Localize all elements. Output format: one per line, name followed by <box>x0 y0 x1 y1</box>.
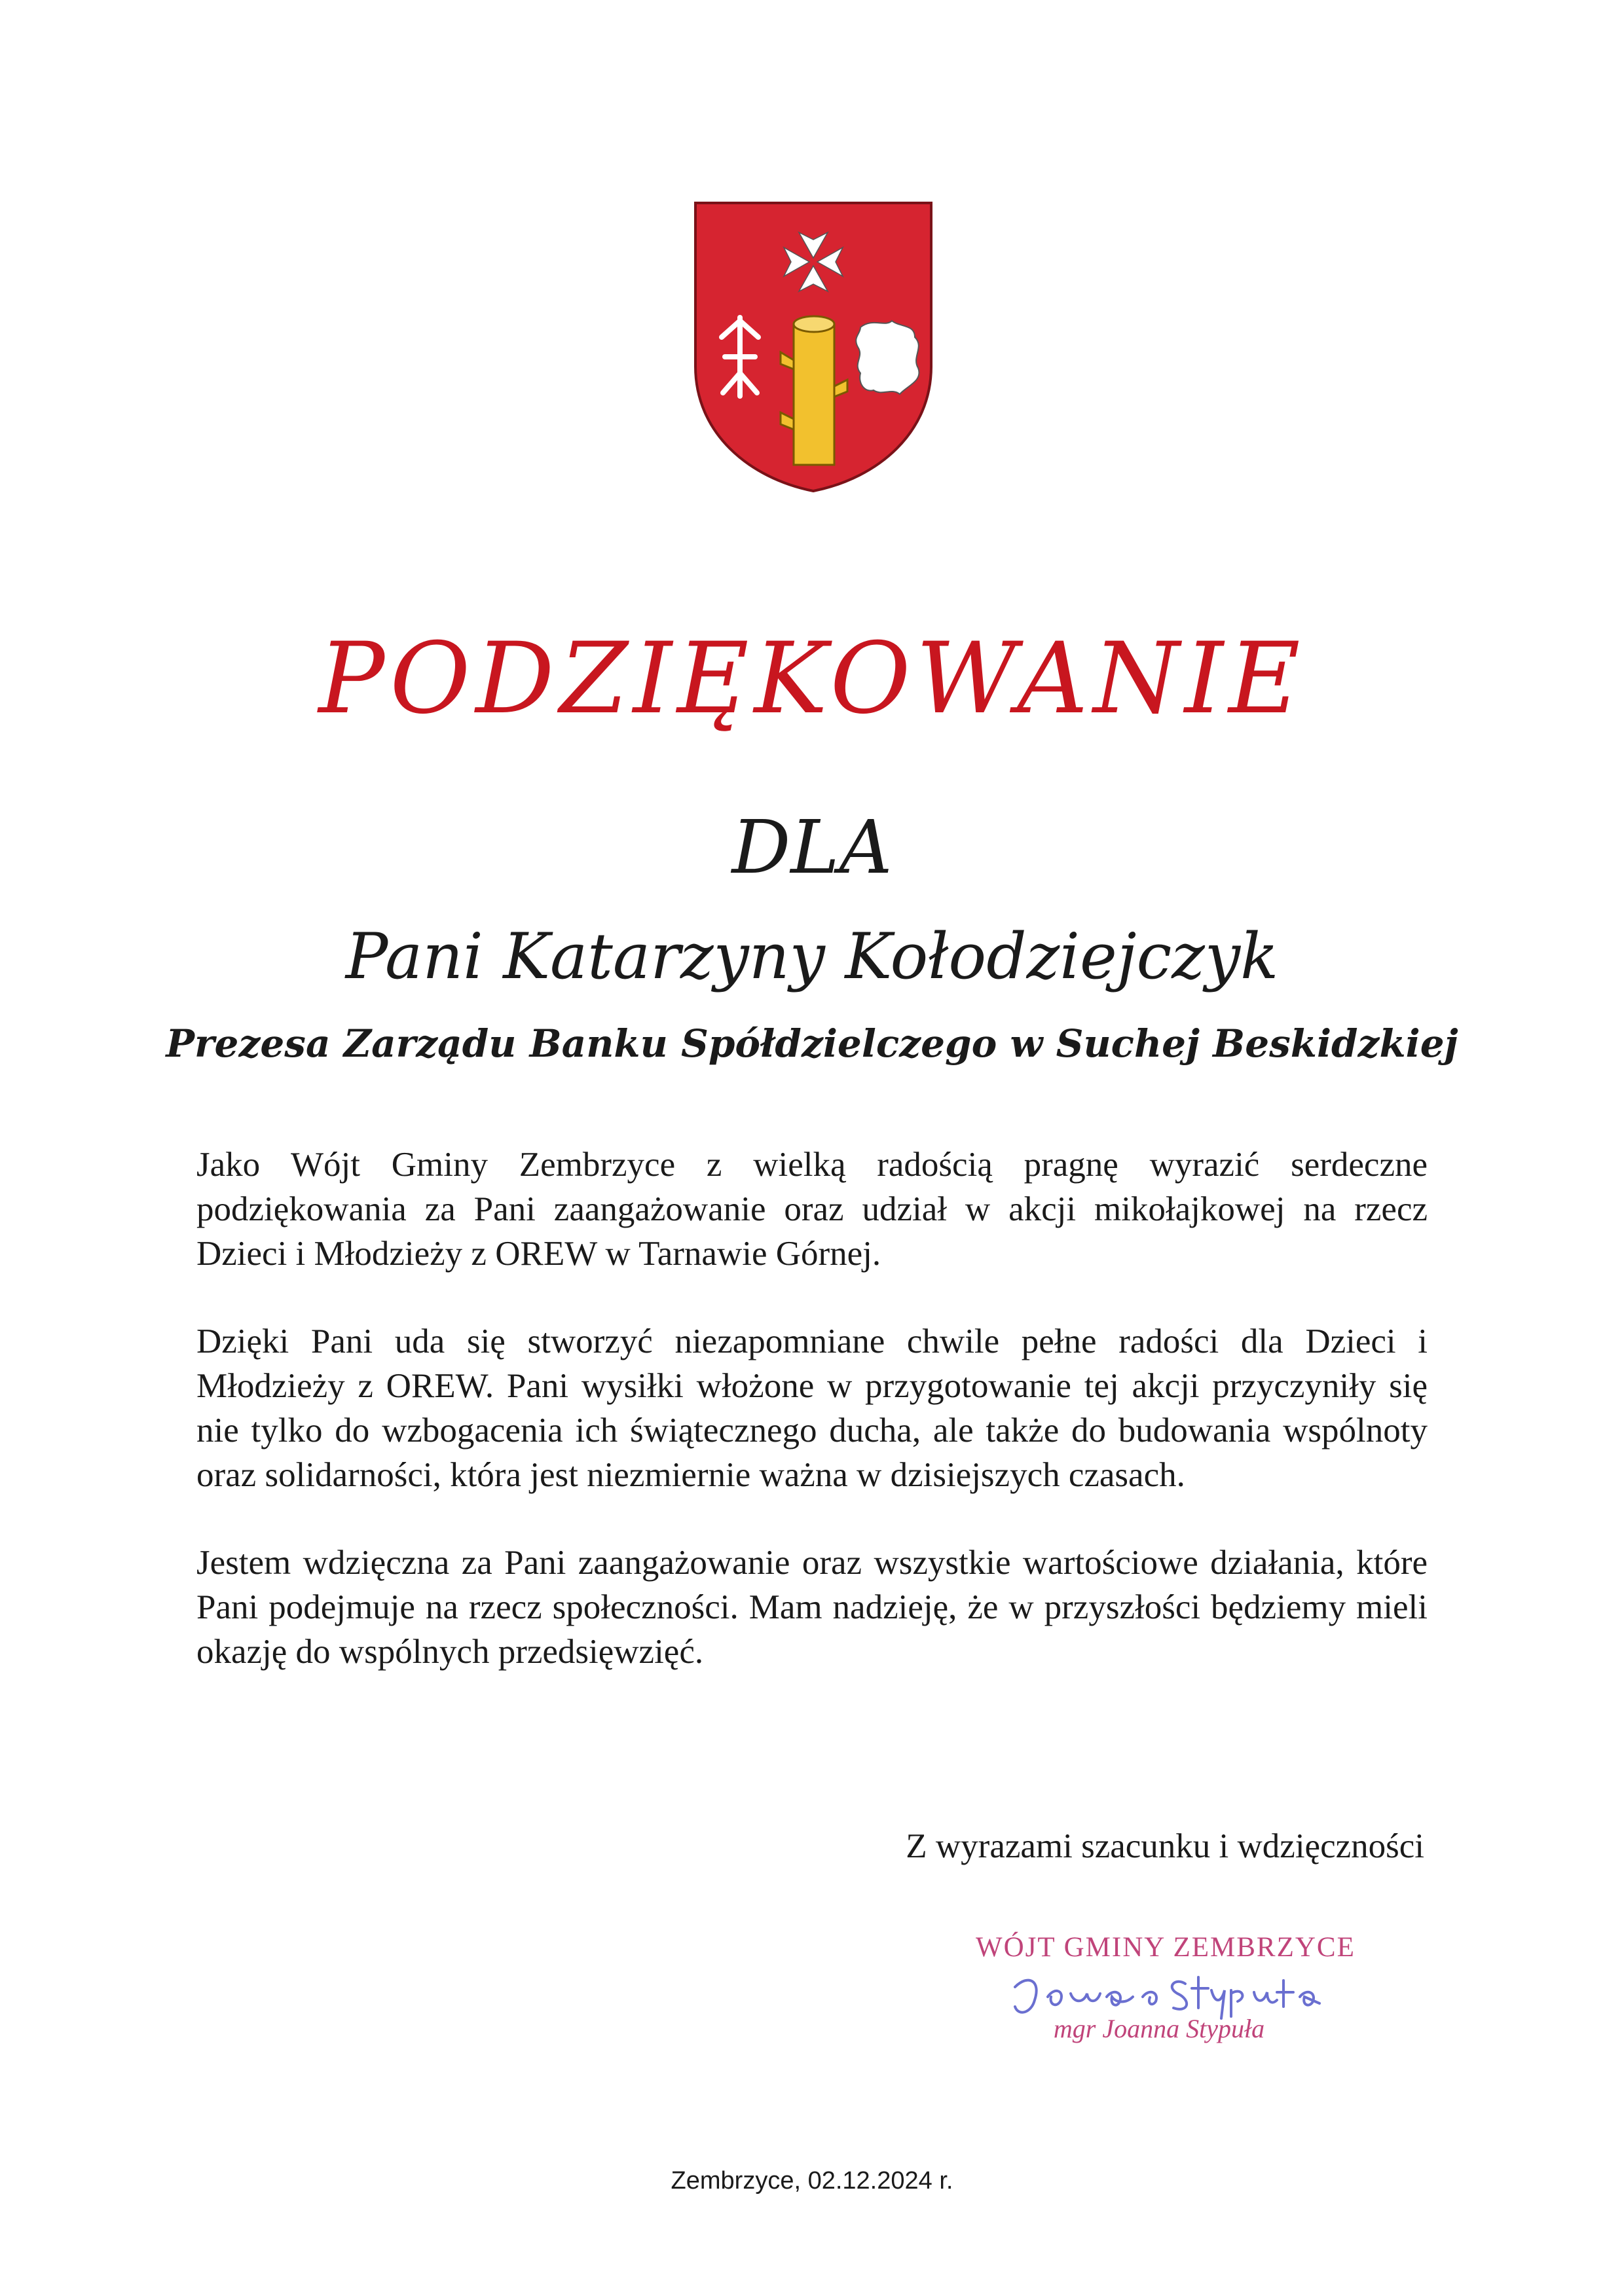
document-title: PODZIĘKOWANIE <box>318 622 1306 736</box>
body-paragraph-1: Jako Wójt Gminy Zembrzyce z wielką radością pragnę wyrazić serdeczne podziękowania za Pani zaangażowanie oraz udział w akcji mikołajkowej na rzecz Dzieci i Młodzieży z OREW w Tarnawie Górnej. <box>196 1146 1428 1273</box>
closing-phrase: Z wyrazami szacunku i wdzięczności <box>906 1827 1424 1865</box>
letter-body <box>196 1142 1428 1717</box>
stamp-title: WÓJT GMINY ZEMBRZYCE <box>976 1932 1356 1963</box>
stamp-name: mgr Joanna Stypuła <box>1053 2014 1265 2043</box>
recipient-name: Pani Katarzyny Kołodziejczyk <box>345 920 1279 993</box>
dedication-label: DLA <box>731 805 893 890</box>
official-stamp <box>976 1931 1356 2062</box>
coat-of-arms-icon <box>689 196 938 498</box>
recipient-position: Prezesa Zarządu Banku Spółdzielczego w Suchej Beskidzkiej <box>166 1021 1458 1066</box>
body-paragraph-2: Dzięki Pani uda się stworzyć niezapomniane chwile pełne radości dla Dzieci i Młodzieży z OREW. Pani wysiłki włożone w przygotowanie tej akcji przyczyniły się nie tylko do wzbogacenia ich świątecznego ducha, ale także do budowania wspólnoty oraz solidarności, która jest niezmiernie ważna w dzisiejszych czasach. <box>196 1322 1428 1494</box>
document-date: Zembrzyce, 02.12.2024 r. <box>671 2167 953 2195</box>
body-paragraph-3: Jestem wdzięczna za Pani zaangażowanie oraz wszystkie wartościowe działania, które Pani podejmuje na rzecz społeczności. Mam nadzieję, że w przyszłości będziemy mieli okazję do wspólnych przedsięwzięć. <box>196 1544 1428 1671</box>
